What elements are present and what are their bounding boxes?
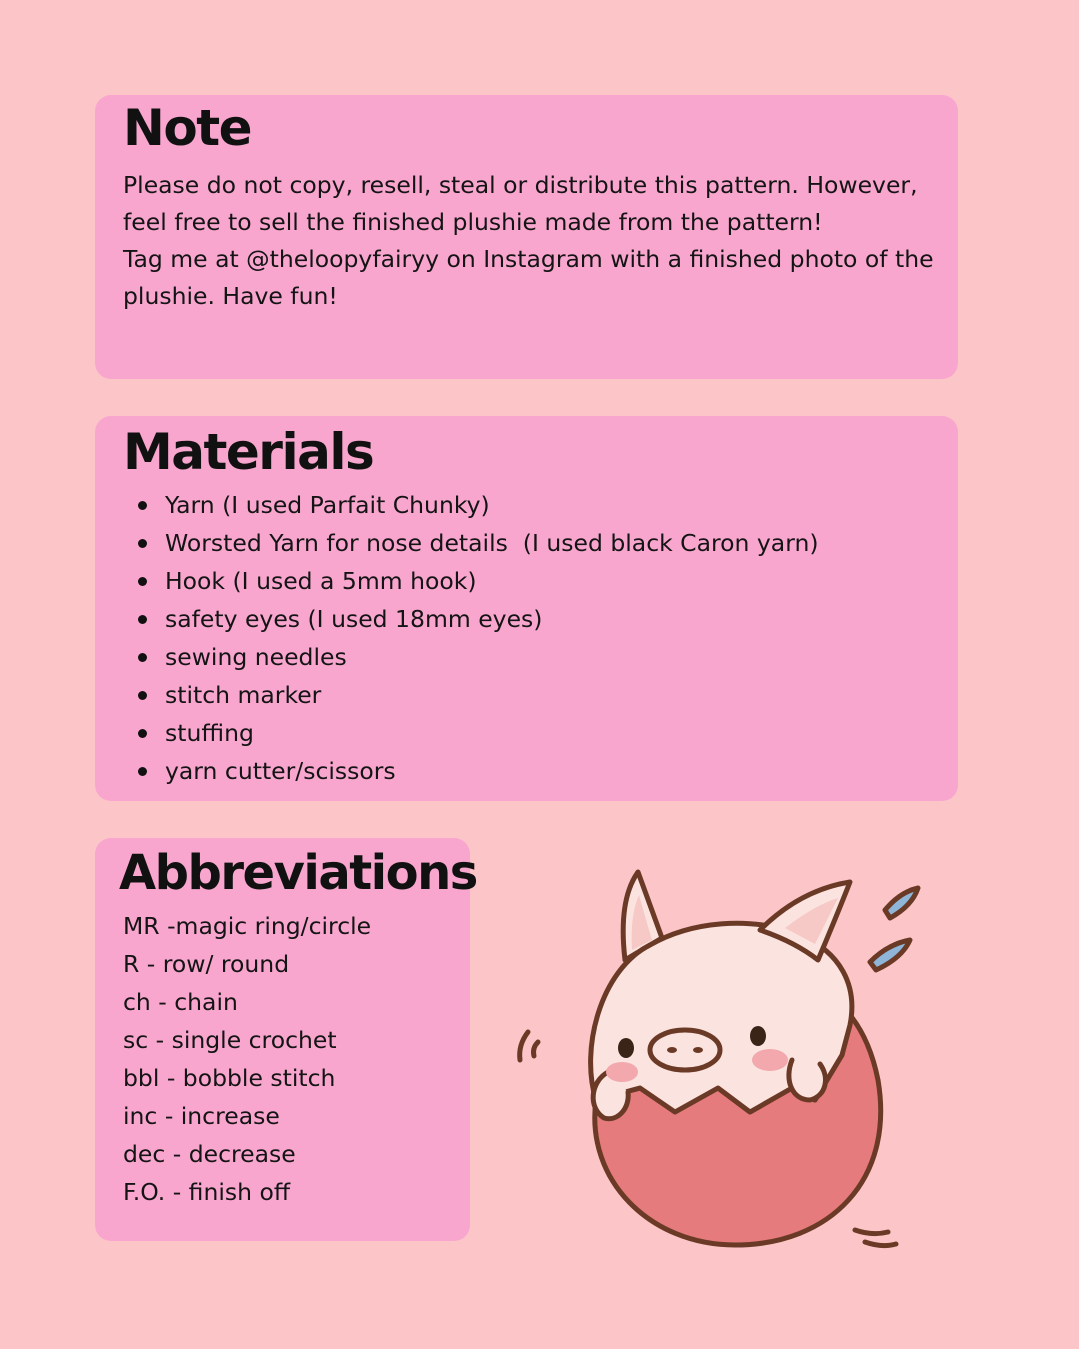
note-paragraph: Tag me at @theloopyfairyy on Instagram with a finished photo of the plushie. Have fun! xyxy=(123,245,934,310)
bullet-icon xyxy=(138,729,147,738)
list-item: MR -magic ring/circle xyxy=(123,912,372,940)
note-card xyxy=(95,95,958,379)
list-item: safety eyes (I used 18mm eyes) xyxy=(123,600,958,638)
materials-list xyxy=(123,486,958,790)
bullet-icon xyxy=(138,691,147,700)
note-paragraph: Please do not copy, resell, steal or distribute this pattern. However, feel free to sell the finished plushie made from the pattern! xyxy=(123,171,918,236)
bullet-icon xyxy=(138,767,147,776)
list-item: stuffing xyxy=(123,714,958,752)
bullet-icon xyxy=(138,501,147,510)
note-title: Note xyxy=(123,99,252,157)
list-item: inc - increase xyxy=(123,1102,280,1130)
abbreviations-card xyxy=(95,838,477,1241)
abbreviations-title: Abbreviations xyxy=(119,845,477,901)
list-item: sewing needles xyxy=(123,638,958,676)
note-body xyxy=(123,167,943,315)
list-item: F.O. - finish off xyxy=(123,1178,291,1206)
list-item: dec - decrease xyxy=(123,1140,296,1168)
list-item: Yarn (I used Parfait Chunky) xyxy=(123,486,958,524)
bullet-icon xyxy=(138,653,147,662)
list-item: bbl - bobble stitch xyxy=(123,1064,336,1092)
bullet-icon xyxy=(138,577,147,586)
list-item: Hook (I used a 5mm hook) xyxy=(123,562,958,600)
pig-in-egg-icon xyxy=(500,860,940,1260)
list-item: R - row/ round xyxy=(123,950,290,978)
list-item: yarn cutter/scissors xyxy=(123,752,958,790)
materials-title: Materials xyxy=(123,423,374,481)
bullet-icon xyxy=(138,615,147,624)
list-item: sc - single crochet xyxy=(123,1026,337,1054)
list-item: Worsted Yarn for nose details (I used black Caron yarn) xyxy=(123,524,958,562)
list-item: stitch marker xyxy=(123,676,958,714)
materials-card xyxy=(95,416,958,801)
bullet-icon xyxy=(138,539,147,548)
list-item: ch - chain xyxy=(123,988,238,1016)
abbreviations-list xyxy=(119,907,470,1211)
